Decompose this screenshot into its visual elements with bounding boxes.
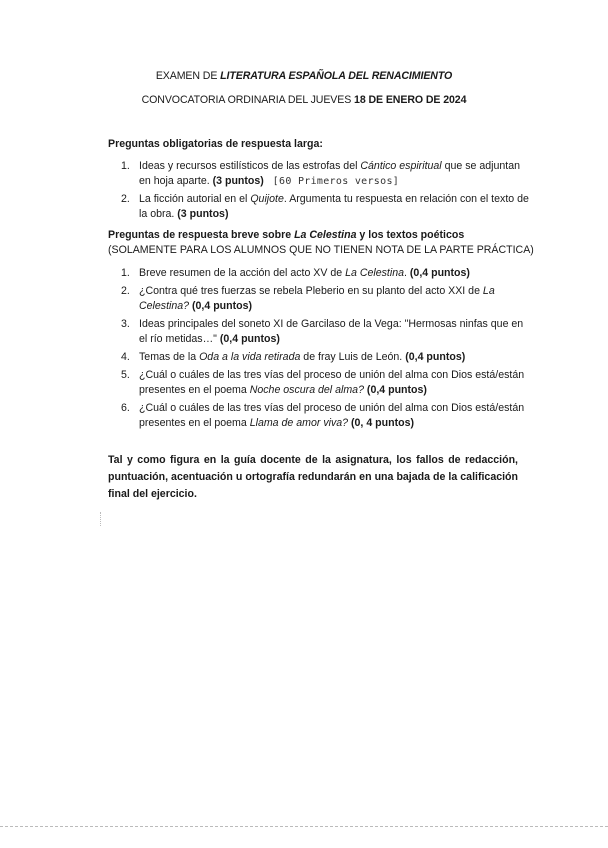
item-number: 5. (121, 369, 130, 381)
section2-title-b: y los textos poéticos (356, 229, 465, 241)
item-italic: La Celestina (345, 267, 405, 279)
item-number: 2. (121, 193, 130, 205)
section2-title-italic: La Celestina (294, 229, 357, 241)
exam-date: 18 DE ENERO DE 2024 (354, 94, 467, 106)
item-number: 4. (121, 351, 130, 363)
list-item (121, 159, 533, 189)
item-number: 3. (121, 318, 130, 330)
item-italic: Cántico espiritual (360, 160, 442, 172)
list-item (121, 266, 533, 281)
item-points: (3 puntos) (177, 208, 229, 220)
item-text: ¿Contra qué tres fuerzas se rebela Pleberio en su planto del acto XXI de (139, 285, 483, 297)
item-text-rest: de fray Luis de León. (300, 351, 406, 363)
item-text: La ficción autorial en el (139, 193, 251, 205)
list-item (121, 350, 533, 365)
item-points: (3 puntos) (212, 175, 264, 187)
item-text-rest: que se adjuntan en hoja aparte. (139, 160, 520, 187)
exam-subject: LITERATURA ESPAÑOLA DEL RENACIMIENTO (220, 70, 453, 82)
scan-edge-line (0, 826, 608, 827)
exam-title (0, 70, 608, 82)
list-item (121, 368, 533, 398)
item-italic: Quijote (250, 193, 284, 205)
item-text: Ideas y recursos estilísticos de las estrofas del (139, 160, 361, 172)
item-text: ¿Cuál o cuáles de las tres vías del proceso de unión del alma con Dios está/están presentes en el poema (139, 369, 525, 396)
scan-speck (100, 512, 104, 526)
item-text: ¿Cuál o cuáles de las tres vías del proceso de unión del alma con Dios está/están presentes en el poema (139, 402, 525, 429)
list-item (121, 284, 533, 314)
item-points: (0,4 puntos) (409, 267, 470, 279)
section1-list (121, 159, 533, 225)
item-number: 1. (121, 267, 130, 279)
exam-date-line (0, 94, 608, 106)
item-text: Ideas principales del soneto XI de Garcilaso de la Vega: "Hermosas ninfas que en el río metidas…" (139, 318, 524, 345)
item-number: 1. (121, 160, 130, 172)
list-item (121, 317, 533, 347)
section2-title-a: Preguntas de respuesta breve sobre (108, 229, 295, 241)
item-points: (0,4 puntos) (405, 351, 466, 363)
exam-date-prefix: CONVOCATORIA ORDINARIA DEL JUEVES (141, 94, 355, 106)
exam-title-prefix: EXAMEN DE (155, 70, 221, 82)
item-italic: Llama de amor viva? (249, 417, 349, 429)
list-item (121, 401, 533, 431)
section1-title: Preguntas obligatorias de respuesta larga: (108, 138, 323, 150)
item-points: (0,4 puntos) (219, 333, 280, 345)
item-number: 2. (121, 285, 130, 297)
section2-title (108, 228, 536, 258)
grading-note: Tal y como figura en la guía docente de la asignatura, los fallos de redacción, puntuación, acentuación u ortografía redundarán en una bajada de la calificación final del ejercicio. (108, 454, 518, 500)
item-italic: Oda a la vida retirada (199, 351, 301, 363)
handwritten-note: [60 Primeros versos] (272, 176, 400, 187)
item-points: (0, 4 puntos) (351, 417, 414, 429)
item-number: 6. (121, 402, 130, 414)
item-text: Temas de la (139, 351, 200, 363)
item-text-rest: . (404, 267, 410, 279)
item-text-rest: . Argumenta tu respuesta en relación con el texto de la obra. (139, 193, 529, 220)
item-italic: Noche oscura del alma? (249, 384, 364, 396)
item-points: (0,4 puntos) (366, 384, 427, 396)
list-item (121, 192, 533, 222)
item-points: (0,4 puntos) (192, 300, 253, 312)
item-italic: La Celestina? (139, 285, 495, 312)
item-text: Breve resumen de la acción del acto XV de (139, 267, 346, 279)
section2-list (121, 266, 533, 434)
section2-title-c: (SOLAMENTE PARA LOS ALUMNOS QUE NO TIENEN NOTA DE LA PARTE PRÁCTICA) (108, 244, 534, 256)
